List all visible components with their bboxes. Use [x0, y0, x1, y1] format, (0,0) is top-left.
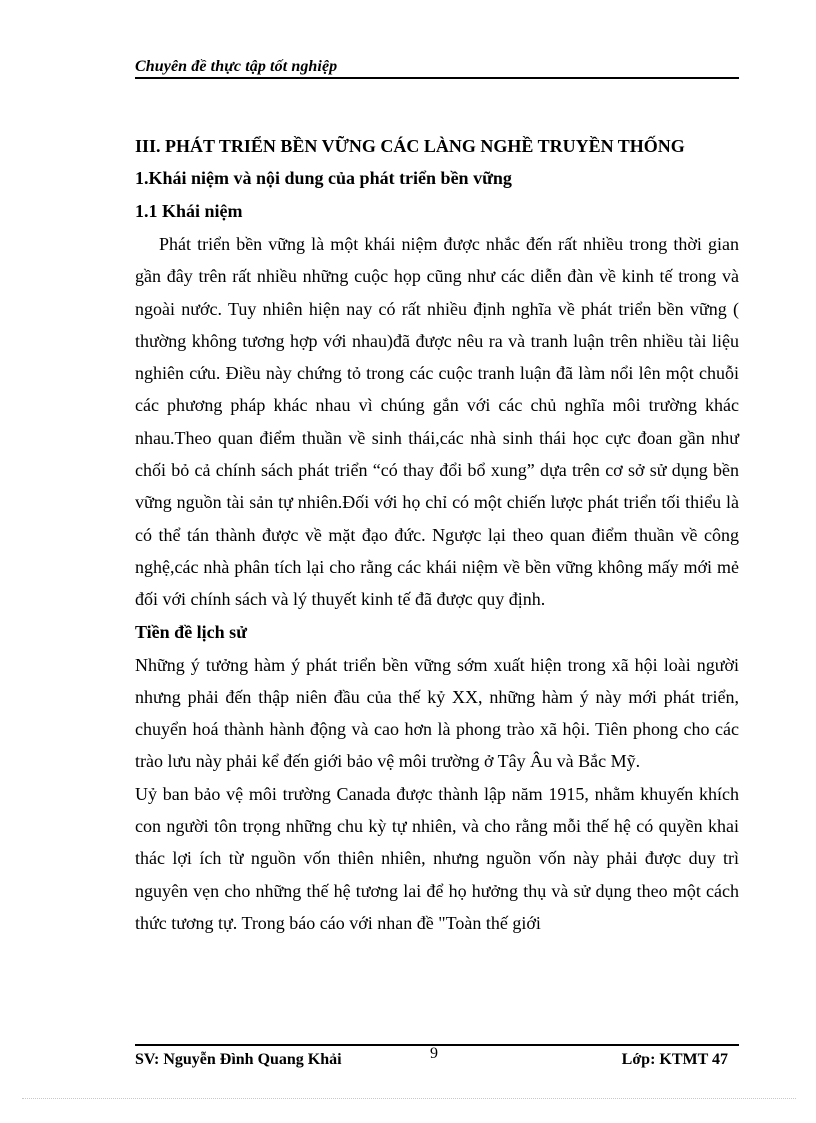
paragraph-history: Những ý tưởng hàm ý phát triển bền vững sớm xuất hiện trong xã hội loài người nhưng phải đến thập niên đầu của thế kỷ XX, những hàm ý này mới phát triển, chuyển hoá thành hành động và cao hơn là phong trào xã hội. Tiên phong cho các trào lưu này phải kể đến giới bảo vệ môi trường ở Tây Âu và Bắc Mỹ.	[135, 654, 739, 772]
paragraph-concept: Phát triển bền vững là một khái niệm được nhắc đến rất nhiều trong thời gian gần đây trên rất nhiều những cuộc họp cũng như các diễn đàn về kinh tế trong và ngoài nước. Tuy nhiên hiện nay có rất nhiều định nghĩa về phát triển bền vững ( thường không tương hợp với nhau)đã được nêu ra và tranh luận trên nhiều tài liệu nghiên cứu. Điều này chứng tỏ trong các cuộc tranh luận đã làm nổi lên một chuỗi các phương pháp khác nhau vì chúng gắn với các chủ nghĩa môi trường khác nhau.Theo quan điểm thuần về sinh thái,các nhà sinh thái học cực đoan gần như chối bỏ cả chính sách phát triển “có thay đổi bổ xung” dựa trên cơ sở sử dụng bền vững nguồn tài sản tự nhiên.Đối với họ chỉ có một chiến lược phát triển tối thiểu là có thể tán thành được về mặt đạo đức. Ngược lại theo quan điểm thuần về công nghệ,các nhà phân tích lại cho rằng các khái niệm về bền vững không mấy mới mẻ đối với chính sách và lý thuyết kinh tế đã được quy định.	[135, 234, 739, 610]
subheading-1-1: 1.1 Khái niệm	[135, 201, 243, 221]
subheading-history: Tiền đề lịch sử	[135, 621, 247, 642]
document-header-title: Chuyên đề thực tập tốt nghiệp	[135, 58, 338, 75]
subheading-1: 1.Khái niệm và nội dung của phát triển bền vững	[135, 168, 512, 188]
section-heading: III. PHÁT TRIỂN BỀN VỮNG CÁC LÀNG NGHỀ TRUYỀN THỐNG	[135, 136, 685, 156]
page-content	[135, 130, 739, 939]
page-bottom-border	[22, 1098, 796, 1099]
header-divider	[135, 77, 739, 79]
page-number: 9	[430, 1045, 438, 1062]
footer-class: Lớp: KTMT 47	[621, 1051, 728, 1068]
footer-student-name: SV: Nguyễn Đình Quang Khải	[135, 1051, 342, 1068]
paragraph-canada: Uỷ ban bảo vệ môi trường Canada được thành lập năm 1915, nhằm khuyến khích con người tôn trọng những chu kỳ tự nhiên, và cho rằng mỗi thế hệ có quyền khai thác lợi ích từ nguồn vốn thiên nhiên, nhưng nguồn vốn này phải được duy trì nguyên vẹn cho những thế hệ tương lai để họ hưởng thụ và sử dụng theo một cách thức tương tự. Trong báo cáo với nhan đề "Toàn thế giới	[135, 783, 739, 933]
